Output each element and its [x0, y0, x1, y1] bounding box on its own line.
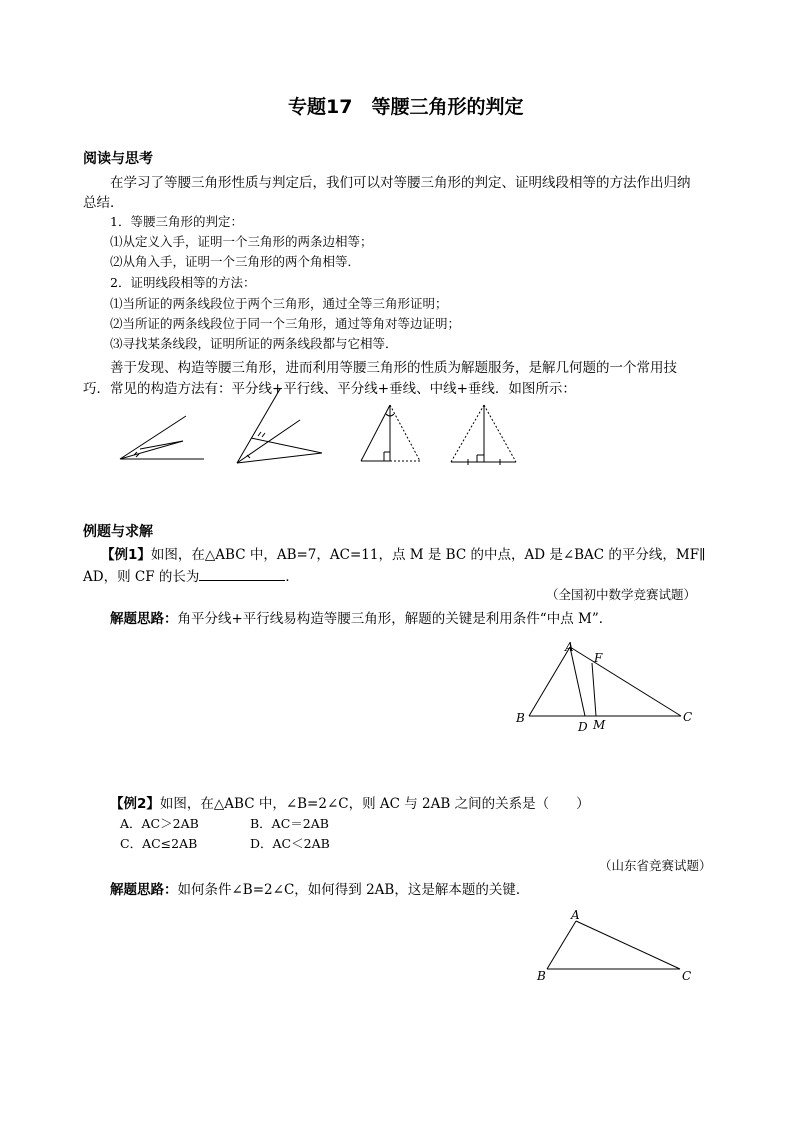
example2-label: 【例2】	[110, 796, 160, 812]
page-title: 专题17 等腰三角形的判定	[288, 96, 524, 118]
fig1-label-D: D	[578, 720, 588, 734]
example1-question-cont: AD，则 CF 的长为	[83, 569, 200, 585]
fig1-label-C: C	[683, 710, 693, 724]
example1-line2	[83, 565, 299, 585]
example1-question: 如图，在△ABC 中，AB=7，AC=11，点 M 是 BC 的中点，AD 是∠BAC 的平分线，MF∥	[150, 547, 706, 563]
example2-option-c[interactable]: C．AC≤2AB	[120, 836, 198, 851]
reading-point1-title: 1．等腰三角形的判定：	[110, 214, 243, 229]
example2-hint	[110, 878, 529, 898]
example2-option-a[interactable]: A．AC＞2AB	[120, 816, 199, 831]
reading-point2-a: ⑴当所证的两条线段位于两个三角形，通过全等三角形证明；	[110, 296, 448, 311]
reading-point1-b: ⑵从角入手，证明一个三角形的两个角相等．	[110, 254, 361, 269]
construction-figure-median-perpendicular	[451, 405, 516, 465]
fig2-label-B: B	[537, 969, 546, 983]
fig1-label-F: F	[594, 651, 603, 665]
fig1-label-M: M	[593, 718, 606, 732]
construction-figure-bisector-perpendicular	[237, 389, 322, 463]
example2-hint-label: 解题思路：	[110, 882, 178, 898]
example2-question: 如图，在△ABC 中，∠B=2∠C，则 AC 与 2AB 之间的关系是（ ）	[159, 796, 590, 812]
example1-hint-text: 角平分线+平行线易构造等腰三角形，解题的关键是利用条件“中点 M”．	[177, 611, 613, 627]
example1-line1	[101, 543, 705, 563]
reading-outro-line2: 巧．常见的构造方法有：平分线+平行线、平分线+垂线、中线+垂线．如图所示：	[83, 381, 576, 397]
example2-line1	[110, 792, 590, 812]
example1-answer-blank[interactable]	[199, 568, 285, 581]
fig1-label-A: A	[565, 640, 574, 654]
construction-figure-bisector-parallel	[120, 416, 204, 459]
reading-point2-title: 2．证明线段相等的方法：	[110, 275, 256, 290]
fig2-label-A: A	[571, 908, 580, 922]
fig2-label-C: C	[682, 969, 692, 983]
example1-hint	[110, 607, 612, 627]
reading-point2-c: ⑶寻找某条线段，证明所证的两条线段都与它相等．	[110, 336, 398, 351]
example2-option-b[interactable]: B．AC＝2AB	[250, 816, 329, 831]
reading-point2-b: ⑵当所证的两条线段位于同一个三角形，通过等角对等边证明；	[110, 316, 461, 331]
construction-figure-angle-bisector-altitude	[361, 405, 420, 461]
example1-label: 【例1】	[101, 547, 151, 563]
section-heading-examples: 例题与求解	[83, 524, 153, 540]
example1-triangle-figure	[529, 647, 681, 716]
reading-intro-line1: 在学习了等腰三角形性质与判定后，我们可以对等腰三角形的判定、证明线段相等的方法作出归纳	[110, 175, 691, 191]
example1-source: （全国初中数学竞赛试题）	[546, 587, 697, 602]
reading-outro-line1: 善于发现、构造等腰三角形，进而利用等腰三角形的性质为解题服务，是解几何题的一个常用技	[110, 360, 677, 376]
example2-hint-text: 如何条件∠B=2∠C，如何得到 2AB，这是解本题的关键．	[177, 882, 530, 898]
example2-option-d[interactable]: D．AC＜2AB	[250, 836, 330, 851]
reading-point1-a: ⑴从定义入手，证明一个三角形的两条边相等；	[110, 234, 373, 249]
example2-source: （山东省竞赛试题）	[599, 858, 712, 873]
example1-question-end: ．	[285, 569, 299, 585]
example2-triangle-figure	[547, 921, 680, 969]
reading-intro-line2: 总结．	[83, 195, 124, 211]
section-heading-reading: 阅读与思考	[83, 151, 153, 167]
fig1-label-B: B	[516, 711, 525, 725]
example1-hint-label: 解题思路：	[110, 611, 178, 627]
